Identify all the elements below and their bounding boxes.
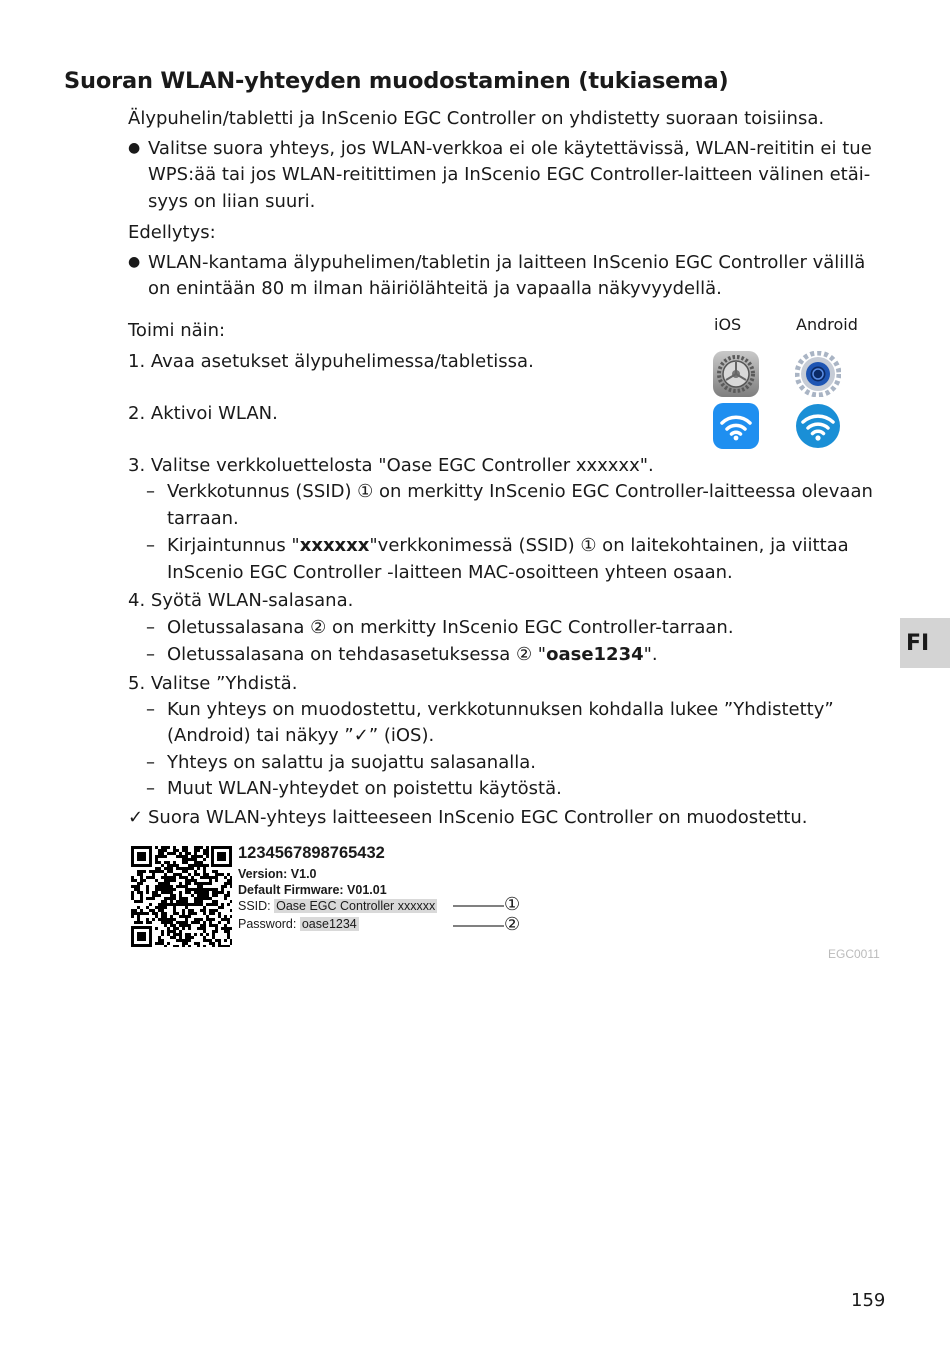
android-settings-icon [795,351,841,397]
android-label: Android [796,315,858,334]
label-password [238,917,359,931]
dash-marker: – [146,481,155,502]
page-number: 159 [851,1290,886,1311]
step-3b-line1 [167,532,849,559]
step-4a: Oletussalasana ② on merkitty InScenio EGC Controller-tarraan. [167,617,734,638]
ssid-value: Oase EGC Controller xxxxxx [276,899,436,913]
language-tab: FI [900,618,950,668]
page-title: Suoran WLAN-yhteyden muodostaminen (tukiasema) [64,68,729,94]
dash-marker: – [146,535,155,556]
step-5c: Muut WLAN-yhteydet on poistettu käytöstä. [167,778,562,799]
dash-marker: – [146,644,155,665]
label-serial: 1234567898765432 [238,844,385,862]
step-3b-bold: xxxxxx [299,535,370,556]
step-1: 1. Avaa asetukset älypuhelimessa/tabletissa. [128,351,534,372]
dash-marker: – [146,699,155,720]
dash-marker: – [146,752,155,773]
ios-label: iOS [714,315,742,334]
label-ssid [238,899,437,913]
ios-settings-icon [713,351,759,397]
step-4b [167,641,658,668]
step-4b-bold: oase1234 [546,644,644,665]
intro-text: Älypuhelin/tabletti ja InScenio EGC Controller on yhdistetty suoraan toisiinsa. [128,108,825,129]
ssid-key: SSID: [238,899,275,913]
bullet-marker: ● [128,140,141,156]
android-wifi-icon [795,403,841,449]
instructions-label: Toimi näin: [128,320,226,341]
step-3: 3. Valitse verkkoluettelosta "Oase EGC Controller xxxxxx". [128,455,654,476]
step-5a-line1: Kun yhteys on muodostettu, verkkotunnuksen kohdalla lukee ”Yhdistetty” [167,699,834,720]
figure-code: EGC0011 [828,947,880,961]
step-5a-line2: (Android) tai näkyy ”✓” (iOS). [167,725,435,746]
password-value: oase1234 [301,917,357,931]
bullet2-line1: WLAN-kantama älypuhelimen/tabletin ja laitteen InScenio EGC Controller välillä [148,252,866,273]
step-5: 5. Valitse ”Yhdistä. [128,673,298,694]
callout-1: ① [504,894,521,915]
qr-code [131,846,232,947]
label-firmware: Default Firmware: V01.01 [238,883,387,897]
step-3b-line2: InScenio EGC Controller -laitteen MAC-osoitteen yhteen osaan. [167,562,733,583]
step-5b: Yhteys on salattu ja suojattu salasanalla. [167,752,536,773]
bullet1-line2: WPS:ää tai jos WLAN-reitittimen ja InScenio EGC Controller-laitteen välinen etäi- [148,164,871,185]
label-version: Version: V1.0 [238,867,317,881]
result-text: Suora WLAN-yhteys laitteeseen InScenio EGC Controller on muodostettu. [148,807,808,828]
ios-wifi-icon [713,403,759,449]
step-3a-line2: tarraan. [167,508,239,529]
step-2: 2. Aktivoi WLAN. [128,403,278,424]
step-4b-pre: Oletussalasana on tehdasasetuksessa ② " [167,644,547,665]
step-3a-line1: Verkkotunnus (SSID) ① on merkitty InScenio EGC Controller-laitteessa olevaan [167,481,873,502]
step-3b-pre: Kirjaintunnus " [167,535,300,556]
prerequisite-label: Edellytys: [128,222,216,243]
bullet1-line1: Valitse suora yhteys, jos WLAN-verkkoa ei ole käytettävissä, WLAN-reititin ei tue [148,138,872,159]
dash-marker: – [146,778,155,799]
step-4b-post: ". [643,644,658,665]
dash-marker: – [146,617,155,638]
bullet-marker: ● [128,254,141,270]
bullet1-line3: syys on liian suuri. [148,191,316,212]
callout-2: ② [504,914,521,935]
check-icon: ✓ [128,807,144,828]
bullet2-line2: on enintään 80 m ilman häiriölähteitä ja vapaalla näkyvyydellä. [148,278,722,299]
step-3b-post: "verkkonimessä (SSID) ① on laitekohtainen, ja viittaa [369,535,849,556]
password-key: Password: [238,917,300,931]
step-4: 4. Syötä WLAN-salasana. [128,590,354,611]
